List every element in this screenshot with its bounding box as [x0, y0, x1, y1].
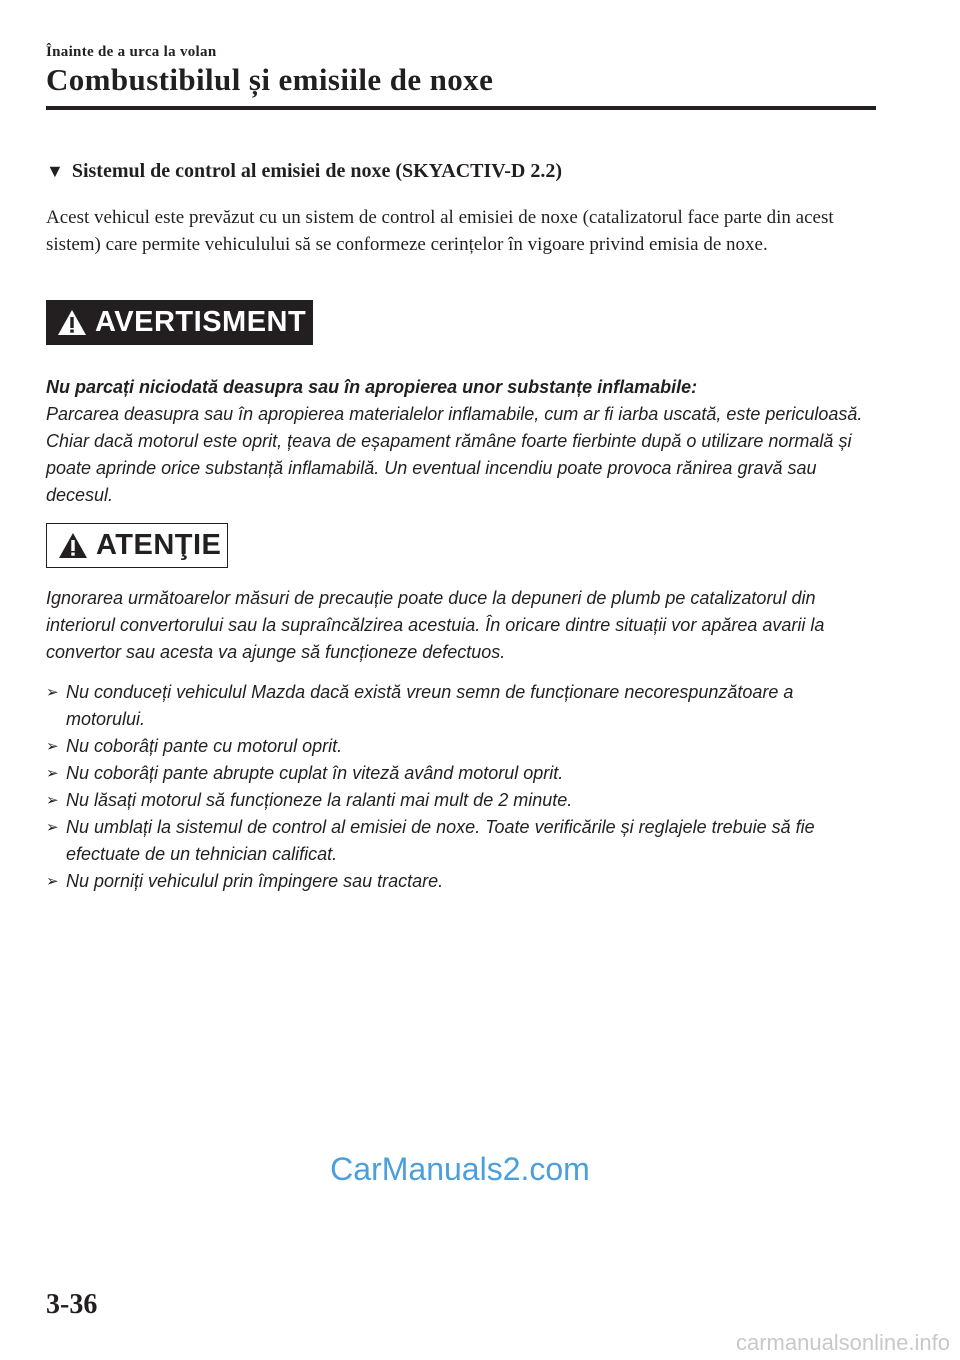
triangle-down-icon: ▼ — [46, 161, 64, 181]
arrow-right-icon: ➢ — [46, 792, 59, 809]
arrow-right-icon: ➢ — [46, 819, 59, 836]
list-item-text: Nu coborâți pante cu motorul oprit. — [66, 736, 343, 756]
list-item-text: Nu lăsați motorul să funcționeze la ralanti mai mult de 2 minute. — [66, 790, 573, 810]
arrow-right-icon: ➢ — [46, 873, 59, 890]
exclamation-triangle-icon — [57, 309, 87, 336]
list-item — [46, 733, 876, 760]
list-item — [46, 679, 876, 733]
caution-label: ATENŢIE — [96, 529, 222, 561]
warning-body — [46, 374, 876, 509]
exclamation-triangle-icon — [58, 532, 88, 559]
warning-lead: Nu parcați niciodată deasupra sau în apropierea unor substanțe inflamabile: — [46, 377, 698, 397]
title-rule — [46, 106, 876, 110]
caution-badge — [46, 523, 228, 568]
arrow-right-icon: ➢ — [46, 684, 59, 701]
list-item-text: Nu conduceți vehiculul Mazda dacă există vreun semn de funcționare necorespunzătoare a motorului. — [66, 682, 794, 729]
section-heading-text: Sistemul de control al emisiei de noxe (SKYACTIV-D 2.2) — [71, 160, 563, 182]
warning-text: Parcarea deasupra sau în apropierea materialelor inflamabile, cum ar fi iarba uscată, este periculoasă. Chiar dacă motorul este oprit, țeava de eșapament rămâne foarte fierbinte după o utilizare normală și poate aprinde orice substanță inflamabilă. Un eventual incendiu poate provoca rănirea gravă sau decesul. — [46, 404, 863, 505]
watermark: CarManuals2.com — [330, 1151, 590, 1187]
source-site-label: carmanualsonline.info — [735, 1330, 950, 1355]
caution-list — [46, 679, 876, 895]
page-title: Combustibilul și emisiile de noxe — [46, 62, 494, 97]
list-item-text: Nu coborâți pante abrupte cuplat în viteză având motorul oprit. — [66, 763, 564, 783]
warning-label: AVERTISMENT — [95, 306, 307, 338]
warning-badge — [46, 300, 313, 345]
list-item — [46, 814, 876, 868]
chapter-label: Înainte de a urca la volan — [46, 44, 217, 60]
list-item — [46, 787, 876, 814]
list-item-text: Nu porniți vehiculul prin împingere sau tractare. — [66, 871, 444, 891]
section-intro: Acest vehicul este prevăzut cu un sistem de control al emisiei de noxe (catalizatorul face parte din acest sistem) care permite vehiculului să se conformeze cerințelor în vigoare privind emisia de noxe. — [46, 207, 834, 255]
arrow-right-icon: ➢ — [46, 765, 59, 782]
caution-body: Ignorarea următoarelor măsuri de precauție poate duce la depuneri de plumb pe catalizatorul din interiorul convertorului sau la supraîncălzirea acestuia. În oricare dintre situații vor apărea avarii la convertor sau acesta va ajunge să funcționeze defectuos. — [46, 588, 825, 662]
page-number: 3-36 — [46, 1289, 98, 1320]
list-item-text: Nu umblați la sistemul de control al emisiei de noxe. Toate verificările și reglajele trebuie să fie efectuate de un tehnician calificat. — [66, 817, 815, 864]
list-item — [46, 868, 876, 895]
list-item — [46, 760, 876, 787]
section-heading — [46, 160, 562, 183]
arrow-right-icon: ➢ — [46, 738, 59, 755]
